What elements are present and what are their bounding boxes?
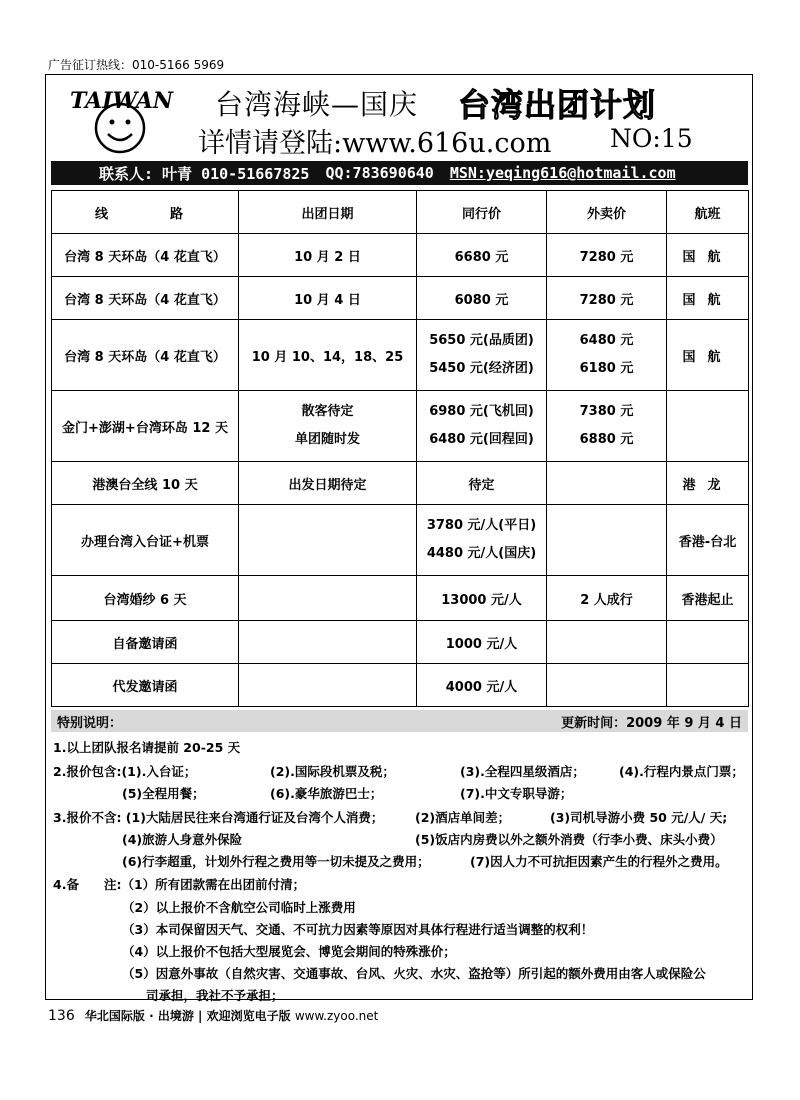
title-part-1: 台湾海峡—国庆 [215,88,419,121]
tour-schedule-table [51,190,749,707]
peer-price-b: 6480 元(回程回) [429,432,534,447]
peer-price-cell [417,320,547,391]
route-cell: 港澳台全线 10 天 [52,462,239,505]
flight-cell: 国航 [667,234,749,277]
table-row [52,505,749,576]
note-line: （5）因意外事故（自然灾害、交通事故、台风、火灾、水灾、盗抢等）所引起的额外费用由客人或保险公 [122,966,706,981]
retail-price-cell [547,621,667,664]
flight-cell: 国航 [667,277,749,320]
table-row [52,576,749,621]
peer-price-cell: 6680 元 [417,234,547,277]
date-cell [239,391,417,462]
peer-price-cell [417,505,547,576]
detail-label: 详情请登陆: [198,128,343,159]
page-number: 136 [48,1008,75,1024]
footer-separator: | [198,1009,203,1023]
header-flight: 航班 [667,191,749,234]
retail-price-cell [547,320,667,391]
note-line: (6).豪华旅游巴士； [270,786,383,801]
route-cell: 台湾婚纱 6 天 [52,576,239,621]
route-cell: 台湾 8 天环岛（4 花直飞） [52,320,239,391]
date-cell: 10 月 10、14，18、25 [239,320,417,391]
note-line: (5)全程用餐； [122,786,205,801]
retail-price-b: 6180 元 [579,361,634,376]
flight-cell [667,664,749,707]
browse-text: 欢迎浏览电子版 [206,1009,291,1023]
note-line: (4)旅游人身意外保险 [122,832,243,847]
footer-site-link[interactable]: www.zyoo.net [294,1009,379,1023]
retail-price-cell: 7280 元 [547,234,667,277]
table-row [52,621,749,664]
date-cell [239,621,417,664]
special-label: 特别说明： [57,715,123,731]
retail-price-a: 7380 元 [579,404,634,419]
table-row [52,462,749,505]
note-line: (5)饭店内房费以外之额外消费（行李小费、床头小费） [415,832,723,847]
note-line: （3）本司保留因天气、交通、不可抗力因素等原因对具体行程进行适当调整的权利！ [122,922,594,937]
route-cell: 自备邀请函 [52,621,239,664]
retail-price-a: 6480 元 [579,333,634,348]
contact-msn[interactable]: MSN:yeqing616@hotmail.com [449,164,676,182]
flight-cell [667,391,749,462]
flight-cell [667,621,749,664]
retail-price-cell [547,505,667,576]
date-cell [239,576,417,621]
peer-price-cell: 13000 元/人 [417,576,547,621]
peer-price-cell [417,391,547,462]
website-line [198,121,551,160]
peer-price-a: 5650 元(品质团) [429,333,534,348]
retail-price-b: 6880 元 [579,432,634,447]
header-date: 出团日期 [239,191,417,234]
route-cell: 金门+澎湖+台湾环岛 12 天 [52,391,239,462]
date-cell: 10 月 2 日 [239,234,417,277]
special-notes-bar [51,710,748,732]
note-line: （2）以上报价不含航空公司临时上涨费用 [122,900,356,915]
date-b: 单团随时发 [294,432,360,447]
retail-price-cell [547,391,667,462]
note-line: (3).全程四星级酒店； [460,764,585,779]
date-a: 散客待定 [301,404,354,419]
website-link[interactable]: www.616u.com [342,128,552,159]
flight-cell: 国航 [667,320,749,391]
note-line: (7)因人力不可抗拒因素产生的行程外之费用。 [470,854,728,869]
header-retail-price: 外卖价 [547,191,667,234]
peer-price-cell: 6080 元 [417,277,547,320]
update-time: 更新时间：2009 年 9 月 4 日 [561,715,742,731]
logo-text: TAIWAN [70,88,174,114]
note-line: (6)行李超重，计划外行程之费用等一切未提及之费用； [122,854,430,869]
retail-price-cell [547,462,667,505]
note-line: 司承担，我社不予承担； [146,988,284,1003]
issue-number: NO:15 [610,124,693,153]
table-header-row [52,191,749,234]
route-cell: 代发邀请函 [52,664,239,707]
header-peer-price: 同行价 [417,191,547,234]
peer-price-b: 4480 元/人(国庆) [426,546,537,561]
page-footer [48,1007,378,1024]
header-route: 线 路 [52,191,239,234]
table-row [52,664,749,707]
ad-hotline: 广告征订热线：010-5166 5969 [48,58,225,72]
route-cell: 办理台湾入台证+机票 [52,505,239,576]
note-line: （4）以上报价不包括大型展览会、博览会期间的特殊涨价； [122,944,456,959]
note-line: (2).国际段机票及税； [270,764,395,779]
contact-qq: QQ:783690640 [325,164,434,182]
date-cell [239,505,417,576]
table-row [52,320,749,391]
date-cell [239,664,417,707]
retail-price-cell: 7280 元 [547,277,667,320]
note-line: (7).中文专职导游； [460,786,573,801]
date-cell: 10 月 4 日 [239,277,417,320]
note-line: 2.报价包含:(1).入台证； [53,764,197,779]
note-line: 3.报价不含: (1)大陆居民往来台湾通行证及台湾个人消费； [53,810,384,825]
peer-price-a: 3780 元/人(平日) [426,518,537,533]
contact-bar [51,161,748,185]
route-cell: 台湾 8 天环岛（4 花直飞） [52,277,239,320]
table-row [52,234,749,277]
date-cell: 出发日期待定 [239,462,417,505]
contact-person: 联系人: 叶青 010-51667825 [99,164,310,183]
peer-price-cell: 待定 [417,462,547,505]
flight-cell: 香港起止 [667,576,749,621]
note-line: 1.以上团队报名请提前 20-25 天 [53,740,241,755]
peer-price-cell: 1000 元/人 [417,621,547,664]
retail-price-cell [547,664,667,707]
title-part-2: 台湾出团计划 [458,86,657,124]
peer-price-cell: 4000 元/人 [417,664,547,707]
flight-cell: 香港-台北 [667,505,749,576]
table-row [52,277,749,320]
retail-price-cell: 2 人成行 [547,576,667,621]
note-line: (4).行程内景点门票； [619,764,744,779]
publication-name: 华北国际版 · 出境游 [84,1009,194,1023]
peer-price-a: 6980 元(飞机回) [429,404,534,419]
note-line: 4.备 注:（1）所有团款需在出团前付清； [53,877,306,892]
note-line: (2)酒店单间差； [415,810,511,825]
note-line: (3)司机导游小费 50 元/人/ 天; [550,810,728,825]
taiwan-smiley-logo [62,82,202,160]
flight-cell: 港龙 [667,462,749,505]
table-row [52,391,749,462]
route-cell: 台湾 8 天环岛（4 花直飞） [52,234,239,277]
peer-price-b: 5450 元(经济团) [429,361,534,376]
